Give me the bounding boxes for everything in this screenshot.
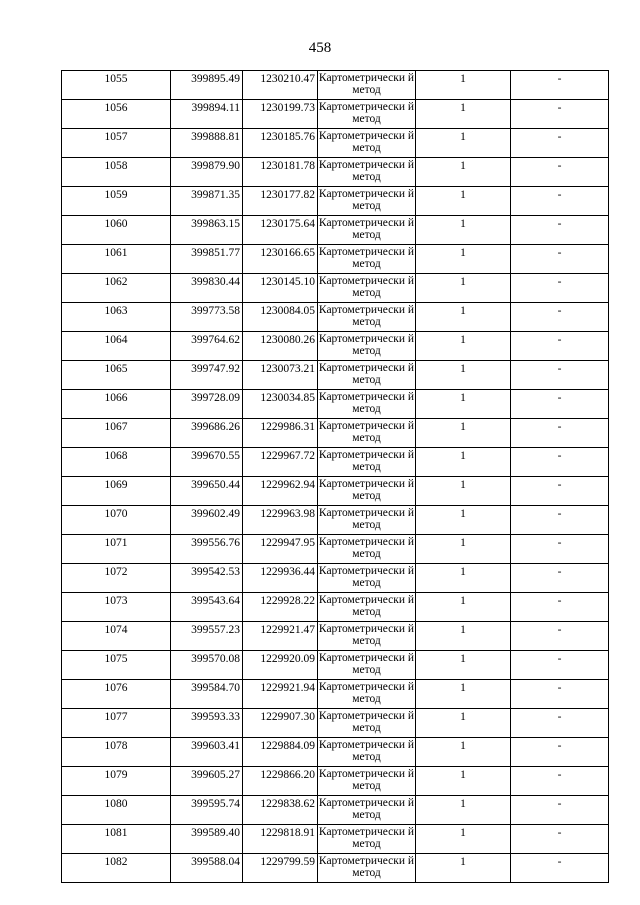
- table-row: [62, 622, 609, 651]
- accuracy-cell: 1: [416, 477, 511, 506]
- method-cell: Картометрически й метод: [318, 825, 416, 854]
- coordinates-table-body: [62, 71, 609, 883]
- x-coordinate-cell: 399603.41: [171, 738, 243, 767]
- point-number-cell: 1076: [62, 680, 171, 709]
- x-coordinate-cell: 399764.62: [171, 332, 243, 361]
- point-number-cell: 1061: [62, 245, 171, 274]
- x-coordinate-cell: 399871.35: [171, 187, 243, 216]
- table-row: [62, 651, 609, 680]
- table-row: [62, 506, 609, 535]
- y-coordinate-cell: 1230145.10: [243, 274, 318, 303]
- note-cell: -: [511, 158, 609, 187]
- y-coordinate-cell: 1229963.98: [243, 506, 318, 535]
- note-cell: -: [511, 709, 609, 738]
- note-cell: -: [511, 448, 609, 477]
- point-number-cell: 1066: [62, 390, 171, 419]
- table-row: [62, 158, 609, 187]
- note-cell: -: [511, 71, 609, 100]
- table-row: [62, 100, 609, 129]
- table-row: [62, 796, 609, 825]
- table-row: [62, 680, 609, 709]
- point-number-cell: 1065: [62, 361, 171, 390]
- accuracy-cell: 1: [416, 738, 511, 767]
- point-number-cell: 1062: [62, 274, 171, 303]
- table-row: [62, 419, 609, 448]
- x-coordinate-cell: 399894.11: [171, 100, 243, 129]
- method-cell: Картометрически й метод: [318, 477, 416, 506]
- point-number-cell: 1080: [62, 796, 171, 825]
- note-cell: -: [511, 274, 609, 303]
- table-row: [62, 129, 609, 158]
- note-cell: -: [511, 622, 609, 651]
- method-cell: Картометрически й метод: [318, 390, 416, 419]
- x-coordinate-cell: 399557.23: [171, 622, 243, 651]
- note-cell: -: [511, 506, 609, 535]
- method-cell: Картометрически й метод: [318, 622, 416, 651]
- table-row: [62, 593, 609, 622]
- table-row: [62, 709, 609, 738]
- y-coordinate-cell: 1230177.82: [243, 187, 318, 216]
- y-coordinate-cell: 1230210.47: [243, 71, 318, 100]
- y-coordinate-cell: 1229818.91: [243, 825, 318, 854]
- x-coordinate-cell: 399895.49: [171, 71, 243, 100]
- accuracy-cell: 1: [416, 361, 511, 390]
- note-cell: -: [511, 651, 609, 680]
- y-coordinate-cell: 1230175.64: [243, 216, 318, 245]
- y-coordinate-cell: 1230084.05: [243, 303, 318, 332]
- accuracy-cell: 1: [416, 506, 511, 535]
- note-cell: -: [511, 796, 609, 825]
- method-cell: Картометрически й метод: [318, 738, 416, 767]
- point-number-cell: 1078: [62, 738, 171, 767]
- x-coordinate-cell: 399888.81: [171, 129, 243, 158]
- x-coordinate-cell: 399589.40: [171, 825, 243, 854]
- point-number-cell: 1067: [62, 419, 171, 448]
- accuracy-cell: 1: [416, 158, 511, 187]
- note-cell: -: [511, 303, 609, 332]
- note-cell: -: [511, 187, 609, 216]
- accuracy-cell: 1: [416, 448, 511, 477]
- point-number-cell: 1058: [62, 158, 171, 187]
- x-coordinate-cell: 399686.26: [171, 419, 243, 448]
- table-row: [62, 448, 609, 477]
- note-cell: -: [511, 680, 609, 709]
- x-coordinate-cell: 399543.64: [171, 593, 243, 622]
- x-coordinate-cell: 399747.92: [171, 361, 243, 390]
- note-cell: -: [511, 767, 609, 796]
- table-row: [62, 216, 609, 245]
- y-coordinate-cell: 1230185.76: [243, 129, 318, 158]
- note-cell: -: [511, 390, 609, 419]
- accuracy-cell: 1: [416, 390, 511, 419]
- y-coordinate-cell: 1229838.62: [243, 796, 318, 825]
- point-number-cell: 1057: [62, 129, 171, 158]
- x-coordinate-cell: 399593.33: [171, 709, 243, 738]
- x-coordinate-cell: 399773.58: [171, 303, 243, 332]
- point-number-cell: 1063: [62, 303, 171, 332]
- accuracy-cell: 1: [416, 564, 511, 593]
- method-cell: Картометрически й метод: [318, 593, 416, 622]
- method-cell: Картометрически й метод: [318, 680, 416, 709]
- table-row: [62, 767, 609, 796]
- note-cell: -: [511, 593, 609, 622]
- accuracy-cell: 1: [416, 100, 511, 129]
- method-cell: Картометрически й метод: [318, 854, 416, 883]
- y-coordinate-cell: 1230199.73: [243, 100, 318, 129]
- accuracy-cell: 1: [416, 709, 511, 738]
- coordinates-table: [61, 70, 609, 883]
- note-cell: -: [511, 216, 609, 245]
- point-number-cell: 1074: [62, 622, 171, 651]
- x-coordinate-cell: 399879.90: [171, 158, 243, 187]
- method-cell: Картометрически й метод: [318, 332, 416, 361]
- point-number-cell: 1059: [62, 187, 171, 216]
- note-cell: -: [511, 825, 609, 854]
- accuracy-cell: 1: [416, 622, 511, 651]
- table-row: [62, 854, 609, 883]
- method-cell: Картометрически й метод: [318, 651, 416, 680]
- accuracy-cell: 1: [416, 187, 511, 216]
- note-cell: -: [511, 738, 609, 767]
- table-row: [62, 477, 609, 506]
- point-number-cell: 1075: [62, 651, 171, 680]
- y-coordinate-cell: 1229947.95: [243, 535, 318, 564]
- table-row: [62, 303, 609, 332]
- point-number-cell: 1068: [62, 448, 171, 477]
- x-coordinate-cell: 399830.44: [171, 274, 243, 303]
- method-cell: Картометрически й метод: [318, 448, 416, 477]
- method-cell: Картометрически й метод: [318, 100, 416, 129]
- table-row: [62, 245, 609, 274]
- point-number-cell: 1064: [62, 332, 171, 361]
- note-cell: -: [511, 854, 609, 883]
- x-coordinate-cell: 399595.74: [171, 796, 243, 825]
- point-number-cell: 1077: [62, 709, 171, 738]
- accuracy-cell: 1: [416, 245, 511, 274]
- point-number-cell: 1081: [62, 825, 171, 854]
- note-cell: -: [511, 245, 609, 274]
- point-number-cell: 1082: [62, 854, 171, 883]
- accuracy-cell: 1: [416, 651, 511, 680]
- y-coordinate-cell: 1229967.72: [243, 448, 318, 477]
- accuracy-cell: 1: [416, 129, 511, 158]
- y-coordinate-cell: 1230181.78: [243, 158, 318, 187]
- table-row: [62, 187, 609, 216]
- x-coordinate-cell: 399605.27: [171, 767, 243, 796]
- point-number-cell: 1055: [62, 71, 171, 100]
- x-coordinate-cell: 399670.55: [171, 448, 243, 477]
- page-number: 458: [308, 40, 332, 56]
- table-row: [62, 71, 609, 100]
- x-coordinate-cell: 399851.77: [171, 245, 243, 274]
- y-coordinate-cell: 1229920.09: [243, 651, 318, 680]
- x-coordinate-cell: 399588.04: [171, 854, 243, 883]
- y-coordinate-cell: 1230166.65: [243, 245, 318, 274]
- method-cell: Картометрически й метод: [318, 506, 416, 535]
- method-cell: Картометрически й метод: [318, 216, 416, 245]
- table-row: [62, 825, 609, 854]
- method-cell: Картометрически й метод: [318, 709, 416, 738]
- x-coordinate-cell: 399650.44: [171, 477, 243, 506]
- method-cell: Картометрически й метод: [318, 158, 416, 187]
- method-cell: Картометрически й метод: [318, 361, 416, 390]
- accuracy-cell: 1: [416, 419, 511, 448]
- note-cell: -: [511, 477, 609, 506]
- y-coordinate-cell: 1229986.31: [243, 419, 318, 448]
- table-row: [62, 361, 609, 390]
- accuracy-cell: 1: [416, 535, 511, 564]
- note-cell: -: [511, 129, 609, 158]
- note-cell: -: [511, 100, 609, 129]
- accuracy-cell: 1: [416, 332, 511, 361]
- method-cell: Картометрически й метод: [318, 767, 416, 796]
- method-cell: Картометрически й метод: [318, 303, 416, 332]
- point-number-cell: 1060: [62, 216, 171, 245]
- method-cell: Картометрически й метод: [318, 187, 416, 216]
- point-number-cell: 1072: [62, 564, 171, 593]
- y-coordinate-cell: 1229921.47: [243, 622, 318, 651]
- accuracy-cell: 1: [416, 593, 511, 622]
- y-coordinate-cell: 1229907.30: [243, 709, 318, 738]
- accuracy-cell: 1: [416, 274, 511, 303]
- note-cell: -: [511, 361, 609, 390]
- point-number-cell: 1073: [62, 593, 171, 622]
- point-number-cell: 1069: [62, 477, 171, 506]
- note-cell: -: [511, 332, 609, 361]
- table-row: [62, 390, 609, 419]
- point-number-cell: 1056: [62, 100, 171, 129]
- y-coordinate-cell: 1229936.44: [243, 564, 318, 593]
- method-cell: Картометрически й метод: [318, 535, 416, 564]
- x-coordinate-cell: 399570.08: [171, 651, 243, 680]
- y-coordinate-cell: 1230080.26: [243, 332, 318, 361]
- table-row: [62, 535, 609, 564]
- accuracy-cell: 1: [416, 303, 511, 332]
- method-cell: Картометрически й метод: [318, 129, 416, 158]
- y-coordinate-cell: 1229866.20: [243, 767, 318, 796]
- point-number-cell: 1070: [62, 506, 171, 535]
- method-cell: Картометрически й метод: [318, 245, 416, 274]
- method-cell: Картометрически й метод: [318, 564, 416, 593]
- y-coordinate-cell: 1229962.94: [243, 477, 318, 506]
- accuracy-cell: 1: [416, 216, 511, 245]
- x-coordinate-cell: 399556.76: [171, 535, 243, 564]
- x-coordinate-cell: 399602.49: [171, 506, 243, 535]
- y-coordinate-cell: 1229921.94: [243, 680, 318, 709]
- note-cell: -: [511, 419, 609, 448]
- x-coordinate-cell: 399728.09: [171, 390, 243, 419]
- note-cell: -: [511, 564, 609, 593]
- y-coordinate-cell: 1229884.09: [243, 738, 318, 767]
- x-coordinate-cell: 399584.70: [171, 680, 243, 709]
- table-row: [62, 332, 609, 361]
- y-coordinate-cell: 1230073.21: [243, 361, 318, 390]
- note-cell: -: [511, 535, 609, 564]
- x-coordinate-cell: 399863.15: [171, 216, 243, 245]
- accuracy-cell: 1: [416, 854, 511, 883]
- table-row: [62, 274, 609, 303]
- method-cell: Картометрически й метод: [318, 274, 416, 303]
- x-coordinate-cell: 399542.53: [171, 564, 243, 593]
- accuracy-cell: 1: [416, 680, 511, 709]
- point-number-cell: 1071: [62, 535, 171, 564]
- method-cell: Картометрически й метод: [318, 419, 416, 448]
- accuracy-cell: 1: [416, 767, 511, 796]
- method-cell: Картометрически й метод: [318, 71, 416, 100]
- accuracy-cell: 1: [416, 71, 511, 100]
- accuracy-cell: 1: [416, 796, 511, 825]
- point-number-cell: 1079: [62, 767, 171, 796]
- table-row: [62, 738, 609, 767]
- method-cell: Картометрически й метод: [318, 796, 416, 825]
- y-coordinate-cell: 1229799.59: [243, 854, 318, 883]
- table-row: [62, 564, 609, 593]
- accuracy-cell: 1: [416, 825, 511, 854]
- y-coordinate-cell: 1230034.85: [243, 390, 318, 419]
- y-coordinate-cell: 1229928.22: [243, 593, 318, 622]
